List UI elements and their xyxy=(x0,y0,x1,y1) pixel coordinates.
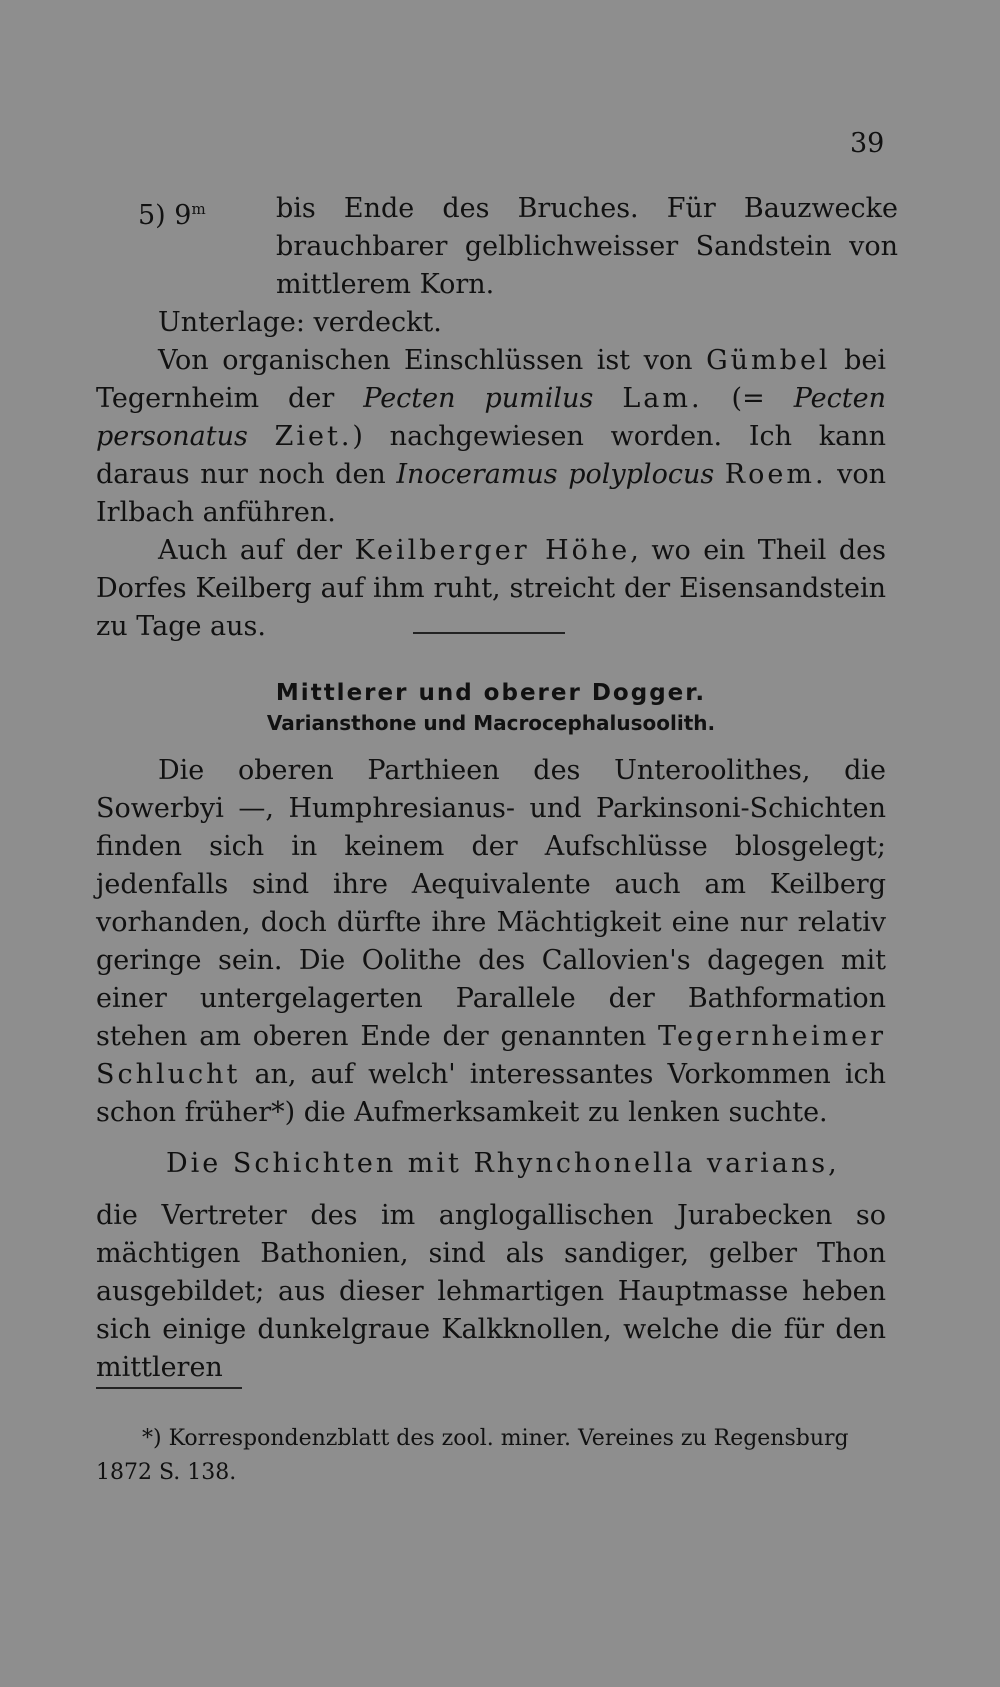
varians-heading: Die Schichten mit Rhynchonella varians, xyxy=(166,1148,840,1179)
fossils-sentence: Von organischen Einschlüssen ist von Gümbel bei Tegernheim der Pecten pumilus Lam. (= Pecten personatus Ziet.) nachgewiesen worden. Ich kann daraus nur noch den Inoceramus polyplocus Roem. von Irlbach anführen. xyxy=(96,345,886,528)
paragraph-3: die Vertreter des im anglogallischen Jurabecken so mächtigen Bathonien, sind als sandiger, gelber Thon ausgebildet; aus dieser lehmartigen Hauptmasse heben sich einige dunkelgraue Kalkknollen, welche die für den mittleren xyxy=(96,1200,886,1383)
footnote-line-2: 1872 S. 138. xyxy=(96,1460,237,1485)
page-number: 39 xyxy=(850,128,885,159)
layer-number: 5) 9$^m$ xyxy=(138,200,206,231)
keilberg-sentence: Auch auf der Keilberger Höhe, wo ein Theil des Dorfes Keilberg auf ihm ruht, streicht der Eisensandstein zu Tage aus. xyxy=(96,535,887,642)
footnote-line-1: *) Korrespondenzblatt des zool. miner. Vereines zu Regensburg xyxy=(142,1426,849,1451)
footnote-rule xyxy=(96,1387,242,1389)
section-subheading: Variansthone und Macrocephalusoolith. xyxy=(266,711,716,735)
paragraph-1 xyxy=(96,304,886,646)
layer-item-5 xyxy=(138,190,898,304)
layer-description: bis Ende des Bruches. Für Bauzwecke brauchbarer gelblichweisser Sandstein von mittlerem Korn. xyxy=(276,193,898,300)
section-divider xyxy=(413,632,565,634)
footnote xyxy=(96,1422,886,1490)
paragraph-2: Die oberen Parthieen des Unteroolithes, die Sowerbyi —, Humphresianus- und Parkinsoni-Schichten finden sich in keinem der Aufschlüsse blosgelegt; jedenfalls sind ihre Aequivalente auch am Keilberg vorhanden, doch dürfte ihre Mächtigkeit eine nur relativ geringe sein. Die Oolithe des Callovien's dagegen mit einer untergelagerten Parallele der Bathformation stehen am oberen Ende der genannten Tegernheimer Schlucht an, auf welch' interessantes Vorkommen ich schon früher*) die Aufmerksamkeit zu lenken suchte. xyxy=(96,755,886,1128)
underlay-line: Unterlage: verdeckt. xyxy=(158,307,442,338)
section-heading: Mittlerer und oberer Dogger. xyxy=(275,680,707,706)
unit-superscript: m xyxy=(191,200,206,218)
